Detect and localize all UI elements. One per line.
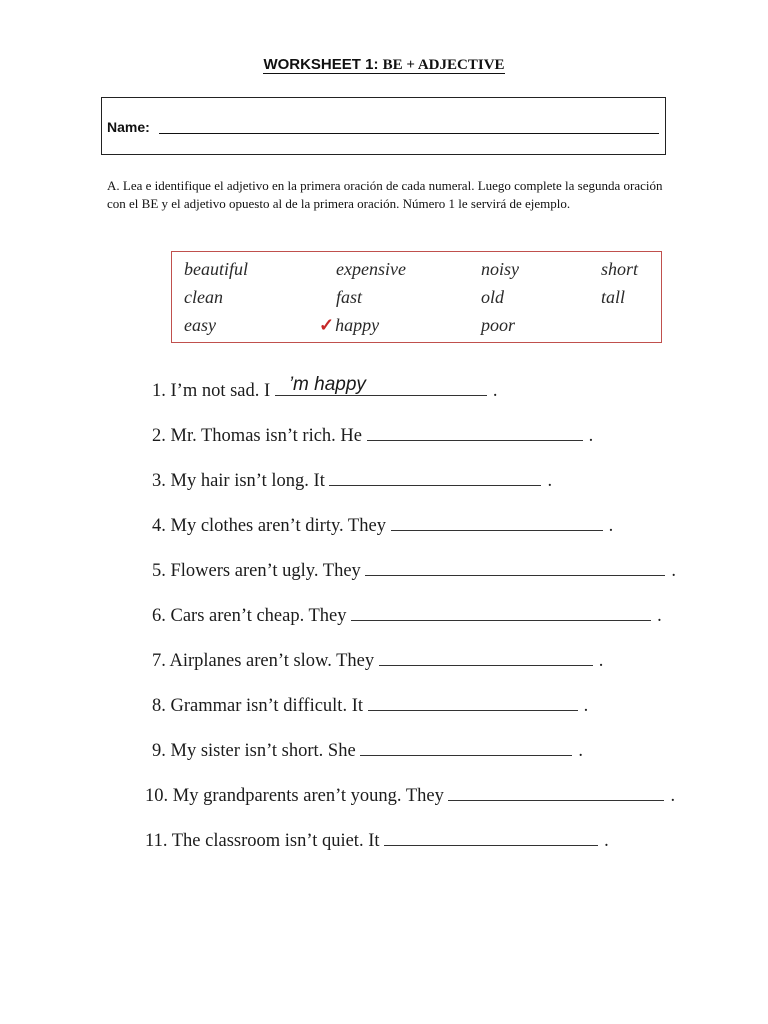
answer-blank[interactable]: [360, 739, 572, 756]
word-short: short: [601, 259, 639, 279]
word-easy: easy: [184, 315, 216, 335]
name-label: Name:: [107, 119, 150, 135]
exercise-number: 9.: [152, 741, 166, 761]
answer-blank[interactable]: [384, 829, 598, 846]
word-expensive: expensive: [336, 259, 406, 279]
name-box: [101, 97, 666, 155]
answer-blank[interactable]: [448, 784, 664, 801]
answer-text: ’m happy: [288, 374, 366, 395]
adjective-word-box: [171, 251, 662, 343]
word-old: old: [481, 287, 505, 307]
exercise-number: 7.: [152, 651, 166, 671]
exercise-number: 4.: [152, 516, 166, 536]
exercise-item: 2. Mr. Thomas isn’t rich. He .: [152, 426, 594, 446]
exercise-text: I’m not sad. I: [170, 381, 271, 401]
answer-blank[interactable]: [365, 559, 665, 576]
name-input-line[interactable]: [159, 133, 659, 134]
exercise-number: 10.: [145, 786, 169, 806]
exercise-item: 1. I’m not sad. I ’m happy .: [152, 374, 498, 401]
exercise-number: 11.: [145, 831, 168, 851]
exercise-item: 3. My hair isn’t long. It .: [152, 471, 553, 491]
answer-blank[interactable]: [368, 694, 578, 711]
exercise-number: 2.: [152, 426, 166, 446]
exercise-text: Mr. Thomas isn’t rich. He: [170, 426, 362, 446]
word-clean: clean: [184, 287, 223, 307]
exercise-number: 3.: [152, 471, 166, 491]
word-fast: fast: [336, 287, 363, 307]
exercise-text: My clothes aren’t dirty. They: [170, 516, 386, 536]
exercise-item: 5. Flowers aren’t ugly. They .: [152, 561, 677, 581]
exercise-item: 8. Grammar isn’t difficult. It .: [152, 696, 589, 716]
word-noisy: noisy: [481, 259, 519, 279]
word-tall: tall: [601, 287, 626, 307]
exercise-number: 1.: [152, 381, 166, 401]
word-poor: poor: [481, 315, 516, 335]
exercise-text: Airplanes aren’t slow. They: [169, 651, 375, 671]
exercise-item: 7. Airplanes aren’t slow. They .: [152, 651, 604, 671]
answer-blank[interactable]: [367, 424, 583, 441]
exercise-text: My sister isn’t short. She: [170, 741, 356, 761]
exercise-text: My hair isn’t long. It: [170, 471, 325, 491]
exercise-item: 4. My clothes aren’t dirty. They .: [152, 516, 614, 536]
title-part2: BE + ADJECTIVE: [382, 57, 505, 73]
exercise-text: Grammar isn’t difficult. It: [170, 696, 363, 716]
title-part1: WORKSHEET 1:: [263, 56, 383, 73]
worksheet-title: [0, 56, 768, 74]
word-beautiful: beautiful: [184, 259, 248, 279]
exercise-text: Cars aren’t cheap. They: [170, 606, 347, 626]
exercise-number: 6.: [152, 606, 166, 626]
answer-blank[interactable]: [351, 604, 651, 621]
exercise-item: 6. Cars aren’t cheap. They .: [152, 606, 662, 626]
exercise-text: My grandparents aren’t young. They: [172, 786, 444, 806]
exercise-item: 9. My sister isn’t short. She .: [152, 741, 583, 761]
word-happy: happy: [335, 315, 380, 335]
exercise-item: 10. My grandparents aren’t young. They .: [145, 786, 676, 806]
exercise-item: 11. The classroom isn’t quiet. It .: [145, 831, 609, 851]
exercise-number: 5.: [152, 561, 166, 581]
exercise-text: The classroom isn’t quiet. It: [171, 831, 380, 851]
exercise-text: Flowers aren’t ugly. They: [170, 561, 361, 581]
instructions: A. Lea e identifique el adjetivo en la primera oración de cada numeral. Luego complete la segunda oración con el BE y el adjetivo opuesto al de la primera oración. Número 1 le servirá de ejemplo.: [107, 178, 663, 211]
check-icon: ✓: [319, 315, 335, 335]
answer-blank[interactable]: [275, 374, 487, 396]
answer-blank[interactable]: [379, 649, 593, 666]
answer-blank[interactable]: [329, 469, 541, 486]
exercise-number: 8.: [152, 696, 166, 716]
answer-blank[interactable]: [391, 514, 603, 531]
word-happy-checked: [319, 315, 379, 336]
